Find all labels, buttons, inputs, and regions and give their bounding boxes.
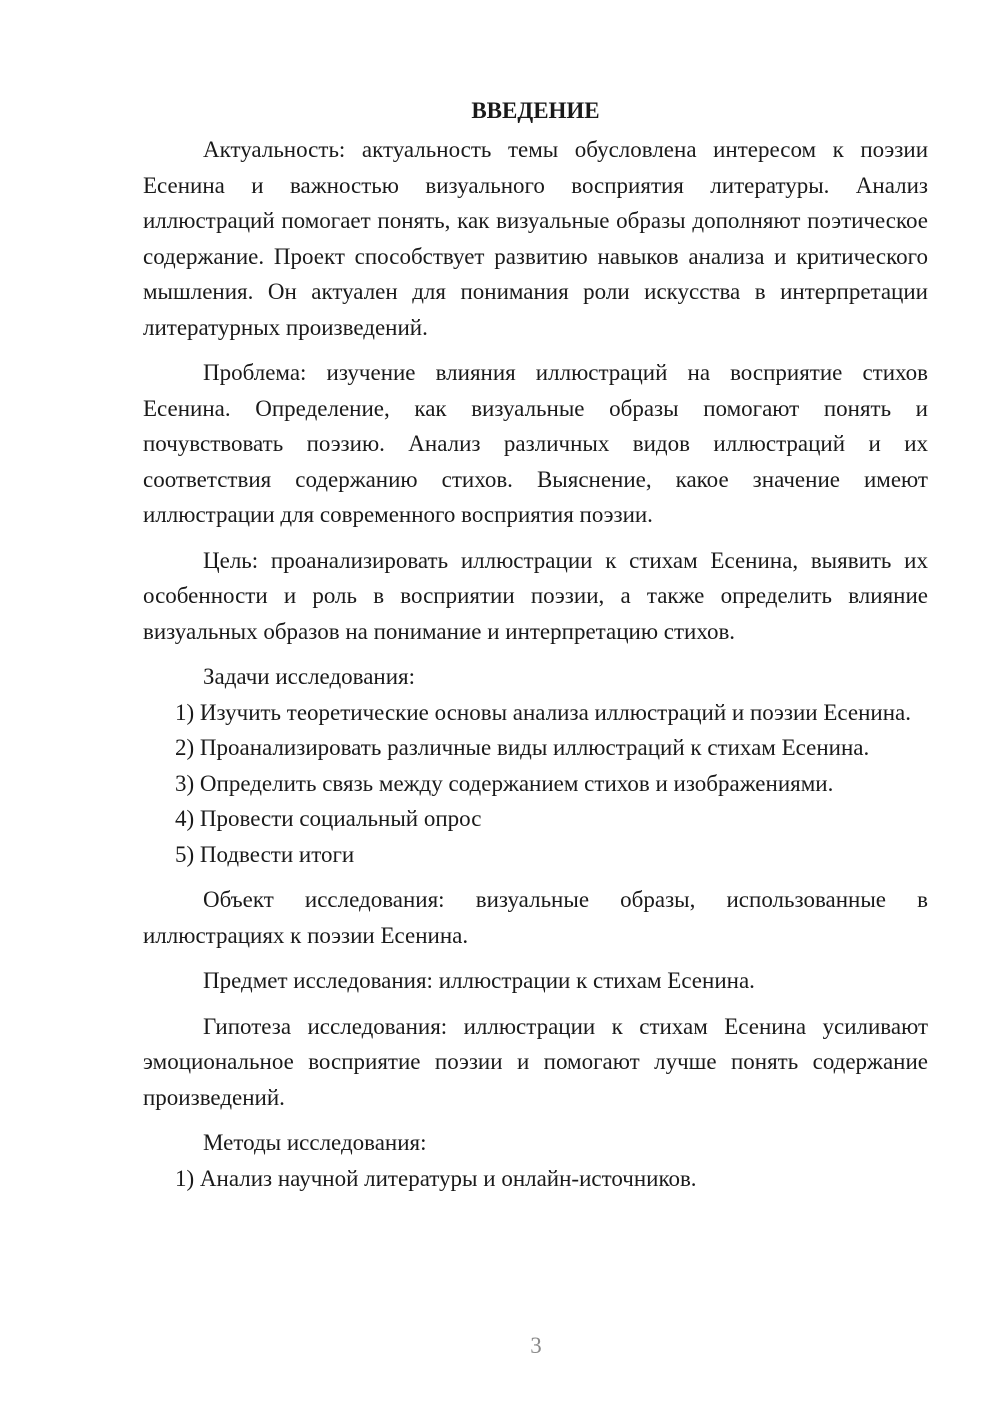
task-item-3: 3) Определить связь между содержанием стихов и изображениями. [175, 770, 834, 796]
page-content [143, 92, 928, 1196]
paragraph-goal: Цель: проанализировать иллюстрации к стихам Есенина, выявить их особенности и роль в восприятии поэзии, а также определить влияние визуальных образов на понимание и интерпретацию стихов. [143, 547, 928, 644]
page-number: 3 [530, 1333, 542, 1358]
methods-heading: Методы исследования: [203, 1130, 427, 1155]
task-item-5: 5) Подвести итоги [175, 841, 355, 867]
task-item-4: 4) Провести социальный опрос [175, 806, 482, 831]
paragraph-object: Объект исследования: визуальные образы, использованные в иллюстрациях к поэзии Есенина. [143, 887, 928, 948]
method-item-1: 1) Анализ научной литературы и онлайн-источников. [175, 1165, 697, 1191]
paragraph-problem: Проблема: изучение влияния иллюстраций на восприятие стихов Есенина. Определение, как визуальные образы помогают понять и почувствовать поэзию. Анализ различных видов иллюстраций и их соответствия содержанию стихов. Выяснение, какое значение имеют иллюстрации для современного восприятия поэзии. [143, 360, 928, 527]
paragraph-subject: Предмет исследования: иллюстрации к стихам Есенина. [203, 968, 755, 993]
paragraph-hypothesis: Гипотеза исследования: иллюстрации к стихам Есенина усиливают эмоциональное восприятие поэзии и помогают лучше понять содержание произведений. [143, 1013, 928, 1110]
paragraph-relevance: Актуальность: актуальность темы обусловлена интересом к поэзии Есенина и важностью визуального восприятия литературы. Анализ иллюстраций помогает понять, как визуальные образы дополняют поэтическое содержание. Проект способствует развитию навыков анализа и критического мышления. Он актуален для понимания роли искусства в интерпретации литературных произведений. [143, 137, 928, 340]
tasks-heading: Задачи исследования: [203, 664, 416, 689]
task-item-2: 2) Проанализировать различные виды иллюстраций к стихам Есенина. [175, 735, 870, 760]
page-title: ВВЕДЕНИЕ [471, 98, 600, 123]
task-item-1: 1) Изучить теоретические основы анализа иллюстраций и поэзии Есенина. [175, 699, 911, 725]
